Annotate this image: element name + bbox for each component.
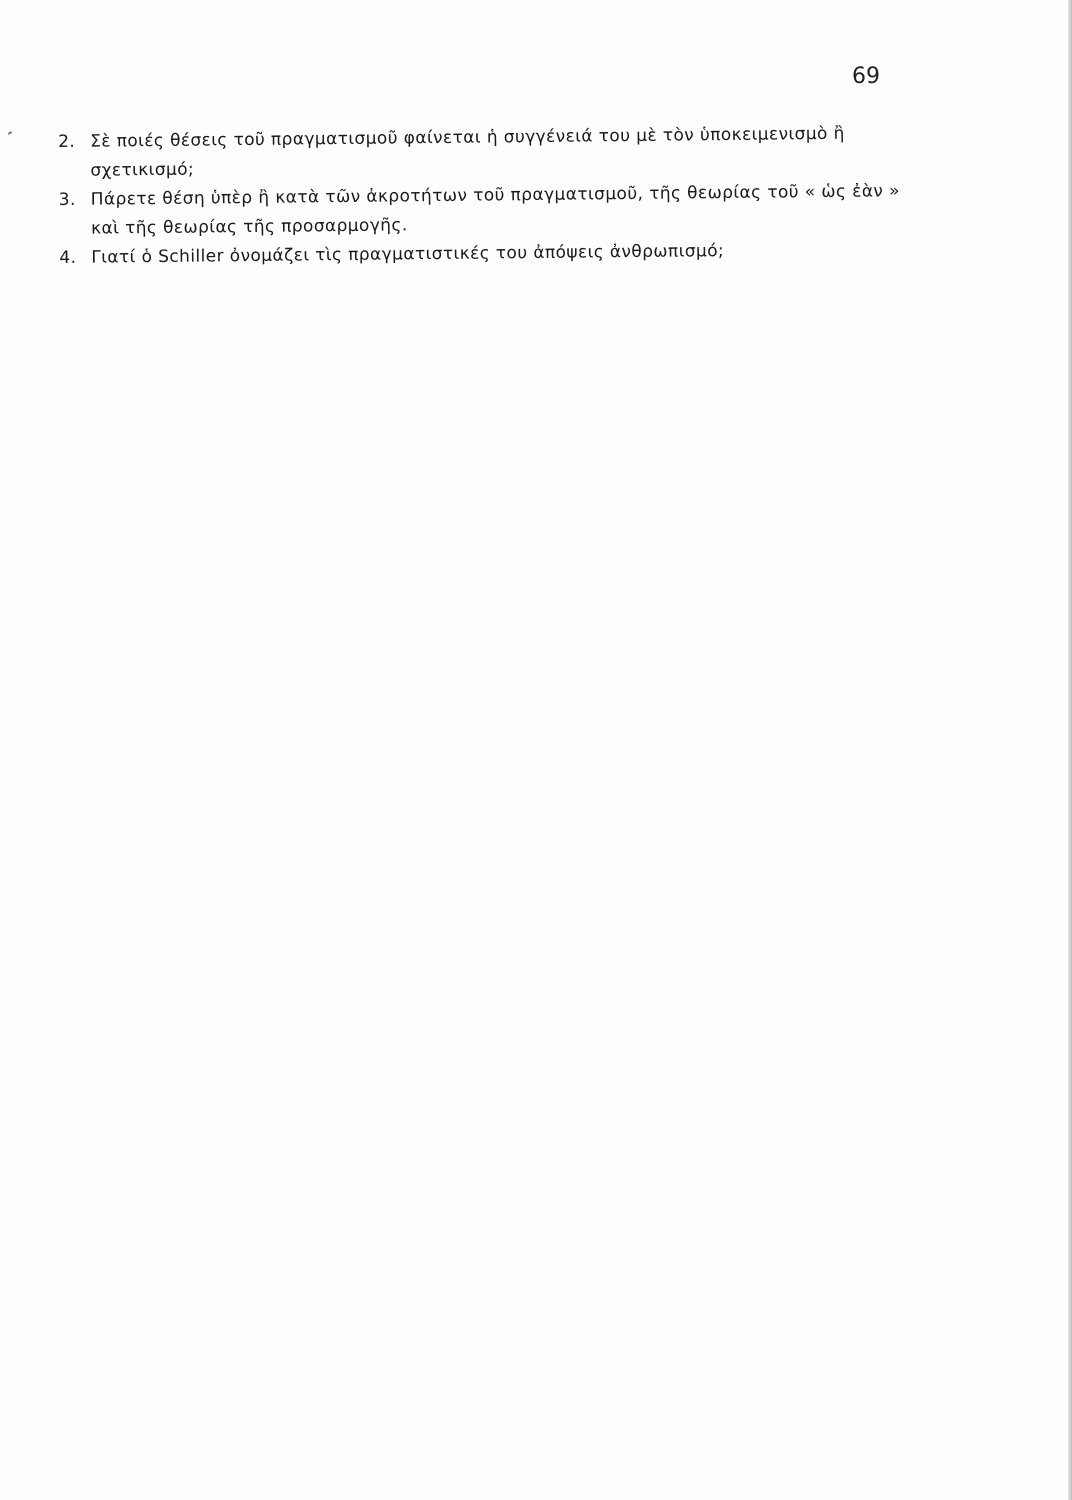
question-text: Σὲ ποιές θέσεις τοῦ πραγματισμοῦ φαίνεται ἡ συγγένειά του μὲ τὸν ὑποκειμενισμὸ ἢ σχετικισμό; <box>90 123 845 181</box>
question-number: 2. <box>58 131 76 152</box>
question-number: 3. <box>58 189 76 210</box>
list-item <box>59 177 910 244</box>
question-number: 4. <box>59 247 77 268</box>
scan-speck <box>8 131 12 135</box>
page-edge-shadow <box>1068 0 1072 1500</box>
questions-list <box>58 119 909 273</box>
page-number: 69 <box>852 64 880 89</box>
list-item <box>58 119 909 186</box>
question-text: Πάρετε θέση ὑπὲρ ἢ κατὰ τῶν ἀκροτήτων τοῦ πραγματισμοῦ, τῆς θεωρίας τοῦ « ὡς ἐὰν » καὶ τῆς θεωρίας τῆς προσαρμογῆς. <box>90 181 900 239</box>
question-text: Γιατί ὁ Schiller ὀνομάζει τὶς πραγματιστικές του ἀπόψεις ἀνθρωπισμό; <box>91 241 725 268</box>
